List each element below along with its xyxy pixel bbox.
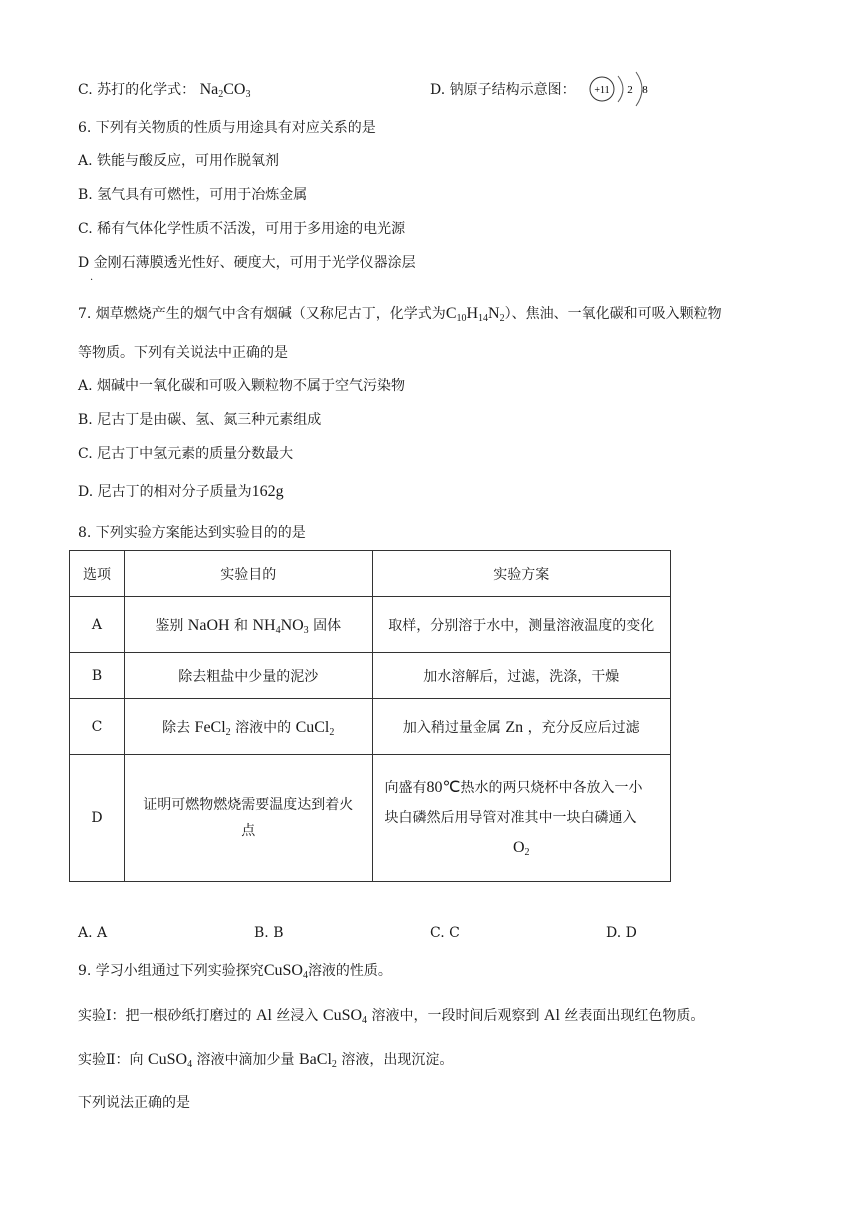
q7-option-c: C. 尼古丁中氢元素的质量分数最大 — [78, 446, 294, 462]
q7-d-pre: D. 尼古丁的相对分子质量为 — [78, 484, 252, 500]
ferrous-chloride-formula — [195, 719, 231, 736]
formula-sub: 4 — [187, 1059, 193, 1070]
row-purpose — [124, 597, 372, 653]
formula-part: O — [512, 839, 525, 856]
q5-d-label: D. 钠原子结构示意图： — [430, 82, 576, 98]
text-part: 鉴别 — [155, 617, 188, 634]
plan-line-1 — [385, 773, 658, 803]
table-row — [70, 699, 671, 755]
q8-choice-b: B. B — [254, 925, 284, 941]
q9-experiment-2 — [78, 1050, 453, 1070]
row-option: D — [70, 755, 125, 882]
header-option: 选项 — [70, 551, 125, 597]
q5-option-d — [430, 80, 576, 100]
formula-sub: 10 — [456, 313, 467, 324]
text-part: 丝表面出现红色物质。 — [559, 1008, 705, 1024]
plan-line-3 — [385, 833, 658, 863]
formula-sub: 2 — [499, 313, 505, 324]
copper-sulfate-formula — [323, 1007, 367, 1024]
formula-part: CuSO — [322, 1007, 363, 1024]
row-purpose: 除去粗盐中少量的泥沙 — [124, 653, 372, 699]
formula-part: CuCl — [295, 718, 330, 736]
text-part: 热水的两只烧杯中各放入一小 — [460, 780, 643, 796]
q9-final-question: 下列说法正确的是 — [78, 1095, 190, 1111]
row-plan — [372, 755, 670, 882]
text-part: 向盛有 — [384, 780, 427, 796]
row-option: A — [70, 597, 125, 653]
text-part: 除去 — [162, 719, 195, 736]
q8-choice-a: A. A — [78, 925, 108, 941]
row-plan: 取样，分别溶于水中，测量溶液温度的变化 — [372, 597, 670, 653]
row-plan: 加水溶解后，过滤，洗涤，干燥 — [372, 653, 670, 699]
temperature-value: 80℃ — [426, 779, 461, 796]
formula-part: C — [445, 305, 457, 322]
formula-sub: 2 — [329, 726, 335, 738]
header-purpose: 实验目的 — [124, 551, 372, 597]
table-row — [70, 755, 671, 882]
naoh-formula: NaOH — [187, 616, 230, 634]
row-option: C — [70, 699, 125, 755]
formula-part: H — [466, 305, 479, 322]
formula-sub: 3 — [303, 624, 309, 636]
q7-option-b: B. 尼古丁是由碳、氢、氮三种元素组成 — [78, 412, 322, 428]
nucleus-charge: +11 — [594, 85, 610, 96]
table-row — [70, 653, 671, 699]
experiment-table — [69, 550, 671, 882]
row-purpose — [124, 699, 372, 755]
formula-sub: 14 — [478, 313, 489, 324]
formula-part: NO — [280, 616, 304, 634]
text-part: 溶液，出现沉淀。 — [336, 1052, 454, 1068]
text-part: 9. 学习小组通过下列实验探究 — [78, 963, 264, 979]
text-part: 溶液的性质。 — [307, 963, 392, 979]
q9-experiment-1 — [78, 1006, 704, 1026]
formula-part: Na — [199, 81, 219, 98]
q8-choice-c: C. C — [430, 925, 460, 941]
q9-stem — [78, 961, 392, 981]
sodium-carbonate-formula — [200, 81, 251, 98]
electron-shell-1 — [618, 76, 623, 102]
q7-stem-post: ）、焦油、一氧化碳和可吸入颗粒物 — [504, 306, 722, 322]
formula-sub: 4 — [362, 1015, 368, 1026]
aluminum-symbol: Al — [255, 1007, 272, 1024]
q7-option-d — [78, 482, 284, 502]
q7-stem-pre: 7. 烟草燃烧产生的烟气中含有烟碱（又称尼古丁，化学式为 — [78, 306, 446, 322]
text-part: 丝浸入 — [271, 1008, 323, 1024]
formula-sub: 3 — [245, 89, 251, 100]
text-part: 和 — [229, 617, 253, 634]
barium-chloride-formula — [299, 1051, 337, 1068]
copper-sulfate-formula — [148, 1051, 192, 1068]
formula-sub: 2 — [218, 89, 224, 100]
row-plan — [372, 699, 670, 755]
q7-option-a: A. 烟碱中一氧化碳和可吸入颗粒物不属于空气污染物 — [78, 378, 406, 394]
text-part: 加入稍过量金属 — [402, 719, 506, 736]
q7-d-value: 162g — [251, 483, 284, 500]
text-part: 实验Ⅱ：向 — [78, 1052, 148, 1068]
row-option: B — [70, 653, 125, 699]
formula-sub: 4 — [275, 624, 281, 636]
nicotine-formula — [446, 305, 505, 322]
copper-sulfate-formula — [264, 962, 308, 979]
text-part: 溶液中的 — [230, 719, 296, 736]
formula-part: CuSO — [263, 962, 303, 979]
q6-stem: 6. 下列有关物质的性质与用途具有对应关系的是 — [78, 120, 376, 136]
aluminum-symbol: Al — [543, 1007, 560, 1024]
text-part: 溶液中滴加少量 — [192, 1052, 299, 1068]
table-header-row — [70, 551, 671, 597]
formula-part: FeCl — [194, 718, 226, 736]
text-part: 溶液中，一段时间后观察到 — [367, 1008, 544, 1024]
shell-1-electrons: 2 — [627, 84, 633, 96]
text-part: 固体 — [308, 617, 342, 634]
header-plan: 实验方案 — [372, 551, 670, 597]
shell-2-electrons: 8 — [642, 84, 648, 96]
text-part: 实验Ⅰ：把一根砂纸打磨过的 — [78, 1008, 256, 1024]
formula-part: CO — [223, 81, 246, 98]
q6-option-d: D 金刚石薄膜透光性好、硬度大，可用于光学仪器涂层 — [78, 255, 416, 271]
formula-sub: 2 — [524, 847, 530, 858]
text-part: ，充分反应后过滤 — [523, 719, 640, 736]
formula-part: N — [488, 305, 500, 322]
row-purpose: 证明可燃物燃烧需要温度达到着火点 — [124, 755, 372, 882]
q5-c-label: C. 苏打的化学式： — [78, 82, 196, 98]
q5-option-c — [78, 80, 250, 100]
formula-part: CuSO — [147, 1051, 188, 1068]
ammonium-nitrate-formula — [252, 617, 308, 634]
q6-d-dot: . — [90, 272, 94, 283]
q8-choice-d: D. D — [606, 925, 637, 941]
formula-part: BaCl — [299, 1051, 332, 1068]
sodium-atom-structure-diagram — [588, 70, 660, 108]
table-row — [70, 597, 671, 653]
q6-option-b: B. 氢气具有可燃性，可用于冶炼金属 — [78, 187, 308, 203]
zinc-symbol: Zn — [505, 718, 524, 736]
oxygen-formula — [513, 839, 530, 856]
q7-stem-line2: 等物质。下列有关说法中正确的是 — [78, 345, 288, 361]
plan-line-2: 块白磷然后用导管对准其中一块白磷通入 — [384, 810, 637, 826]
copper-chloride-formula — [296, 719, 335, 736]
q6-option-a: A. 铁能与酸反应，可用作脱氧剂 — [78, 153, 280, 169]
formula-sub: 2 — [331, 1059, 337, 1070]
formula-sub: 4 — [302, 970, 308, 981]
electron-shell-2 — [636, 72, 642, 106]
q8-stem: 8. 下列实验方案能达到实验目的的是 — [78, 525, 306, 541]
q7-stem — [78, 304, 722, 324]
formula-part: NH — [252, 616, 276, 634]
q6-option-c: C. 稀有气体化学性质不活泼，可用于多用途的电光源 — [78, 221, 406, 237]
formula-sub: 2 — [225, 726, 231, 738]
